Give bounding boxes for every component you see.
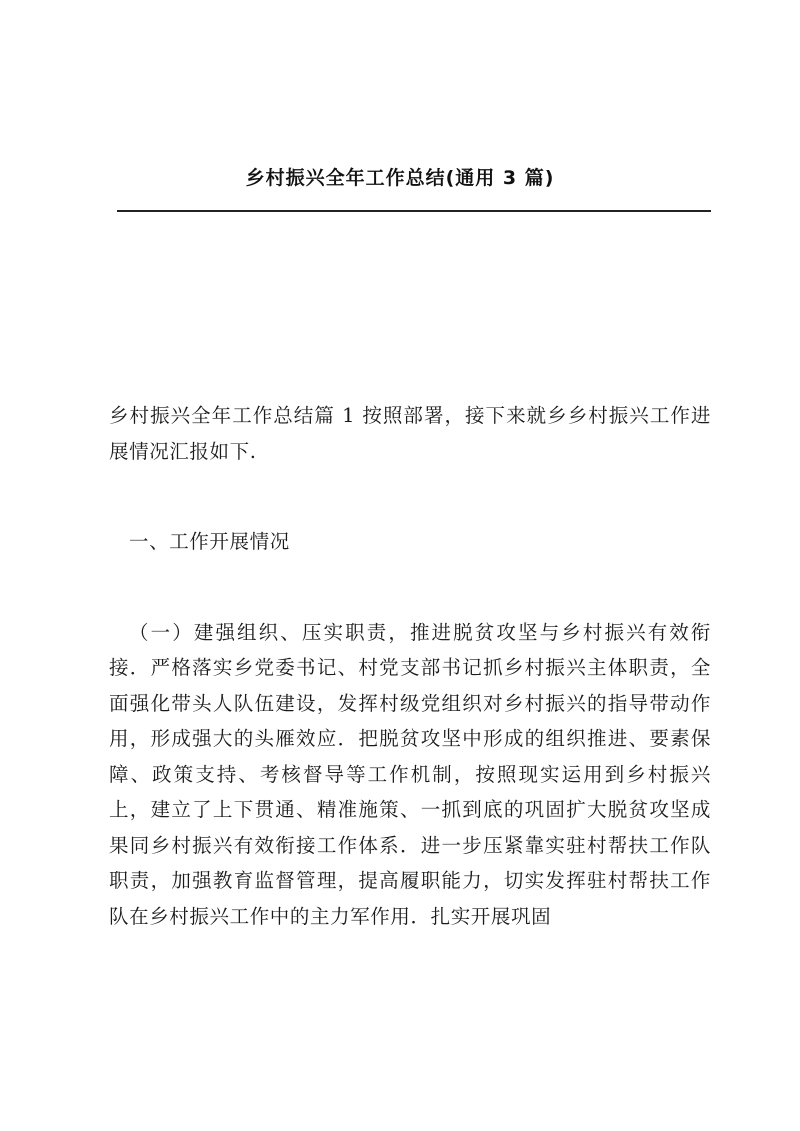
title-underline <box>117 210 711 212</box>
intro-paragraph: 乡村振兴全年工作总结篇 1 按照部署，接下来就乡乡村振兴工作进展情况汇报如下. <box>109 404 711 463</box>
body-paragraph: （一）建强组织、压实职责，推进脱贫攻坚与乡村振兴有效衔接．严格落实乡党委书记、村党支部书记抓乡村振兴主体职责，全面强化带头人队伍建设，发挥村级党组织对乡村振兴的指导带动作用，形成强大的头雁效应．把脱贫攻坚中形成的组织推进、要素保障、政策支持、考核督导等工作机制，按照现实运用到乡村振兴上，建立了上下贯通、精准施策、一抓到底的巩固扩大脱贫攻坚成果同乡村振兴有效衔接工作体系．进一步压紧靠实驻村帮扶工作队职责，加强教育监督管理，提高履职能力，切实发挥驻村帮扶工作队在乡村振兴工作中的主力军作用．扎实开展巩固 <box>109 620 711 928</box>
section-heading: 一、工作开展情况 <box>129 530 290 553</box>
document-title: 乡村振兴全年工作总结(通用 3 篇) <box>245 167 555 189</box>
document-body <box>109 398 711 934</box>
